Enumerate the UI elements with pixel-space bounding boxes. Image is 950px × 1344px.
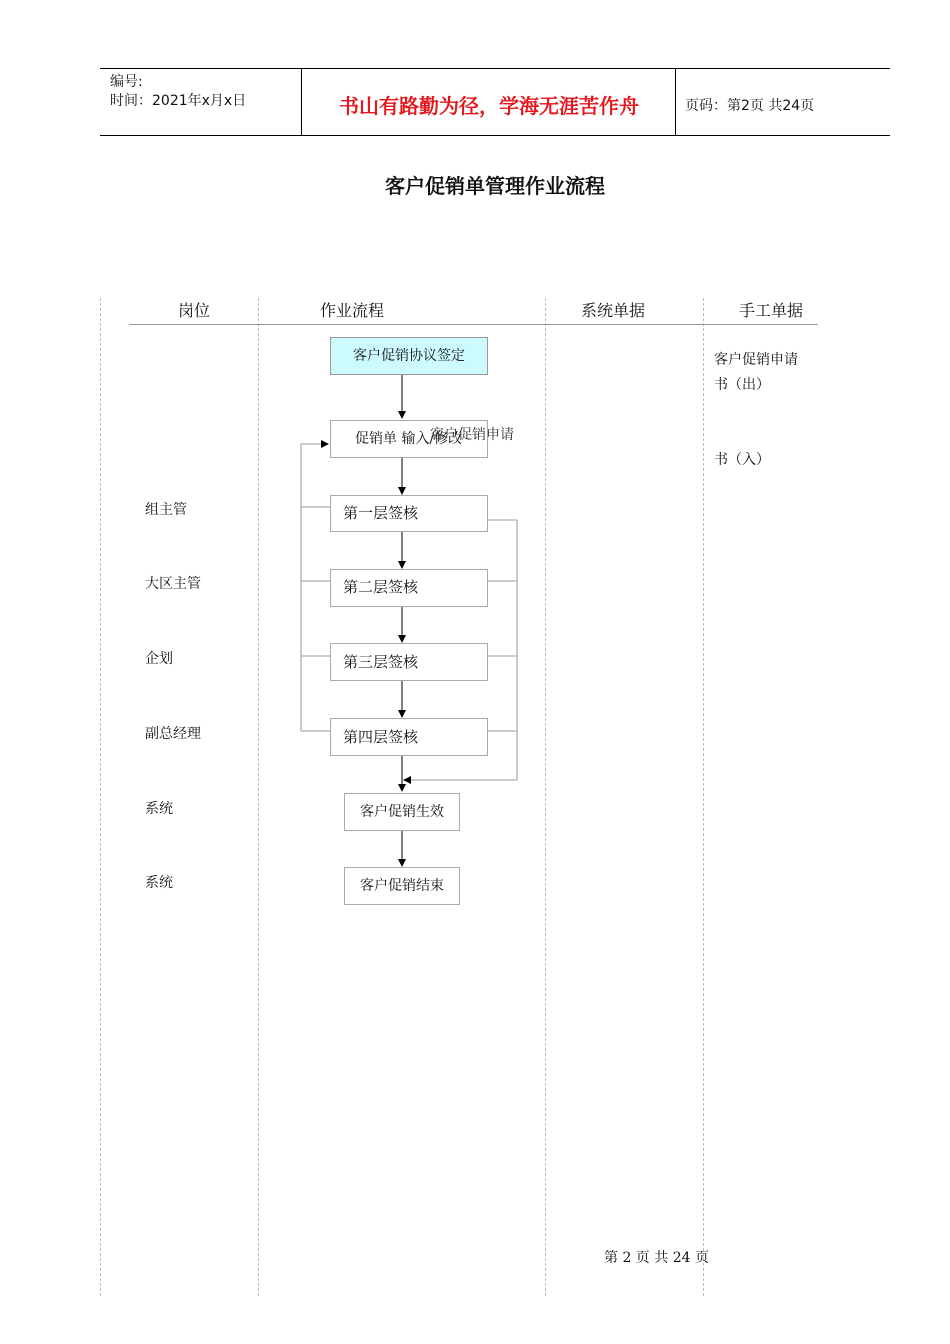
step-fourth-approval (330, 718, 488, 756)
header-page-label: 页码：第2页 共24页 (685, 98, 815, 114)
column-header-position: 岗位 (178, 301, 211, 320)
step-agreement-signing (330, 337, 488, 375)
manual-doc-in: 书（入） (714, 452, 770, 468)
step-promotion-end (344, 867, 460, 905)
role-system-2: 系统 (145, 875, 173, 891)
step-order-input-label: 促销单 输入/修改 (355, 431, 463, 447)
step-fourth-approval-label: 第四层签核 (343, 728, 419, 746)
step-third-approval (330, 643, 488, 681)
manual-doc-out: 书（出） (714, 377, 770, 393)
role-vice-gm: 副总经理 (145, 726, 201, 742)
manual-doc-application: 客户促销申请 (714, 352, 798, 368)
step-agreement-signing-label: 客户促销协议签定 (353, 348, 465, 364)
header-motto: 书山有路勤为径，学海无涯苦作舟 (339, 94, 639, 118)
step-promotion-effective-label: 客户促销生效 (360, 804, 444, 820)
role-planning: 企划 (145, 651, 173, 667)
step-first-approval (330, 495, 488, 532)
column-header-manual-docs: 手工单据 (739, 301, 804, 320)
step-promotion-effective (344, 793, 460, 831)
column-header-system-docs: 系统单据 (581, 301, 646, 320)
step-second-approval-label: 第二层签核 (343, 578, 419, 596)
page-footer: 第 2 页 共 24 页 (604, 1250, 709, 1266)
role-group-supervisor: 组主管 (145, 502, 187, 518)
header-time-label: 时间：2021年x月x日 (110, 93, 247, 109)
page-title: 客户促销单管理作业流程 (385, 174, 605, 198)
step-third-approval-label: 第三层签核 (343, 653, 419, 671)
overlap-note: 客户促销申请 (430, 427, 514, 443)
column-header-workflow: 作业流程 (320, 301, 385, 320)
step-promotion-end-label: 客户促销结束 (360, 878, 444, 894)
step-second-approval (330, 569, 488, 607)
role-system-1: 系统 (145, 801, 173, 817)
step-first-approval-label: 第一层签核 (343, 504, 419, 522)
header-number-label: 编号: (110, 74, 143, 90)
role-region-supervisor: 大区主管 (145, 576, 201, 592)
